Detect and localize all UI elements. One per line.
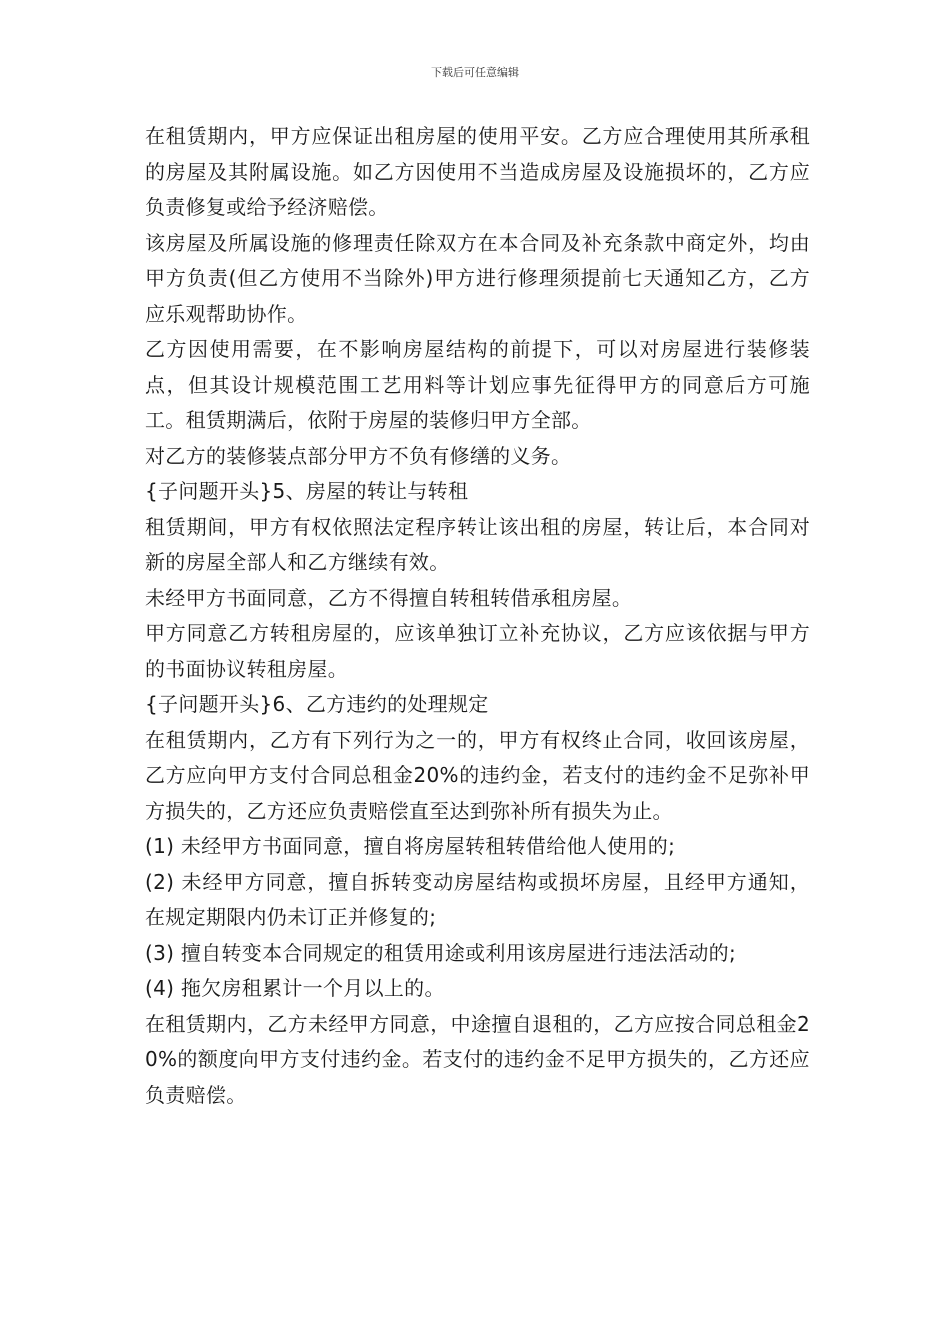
list-item: (2) 未经甲方同意，擅自拆转变动房屋结构或损坏房屋，且经甲方通知，在规定期限内仍未订正并修复的; [145, 869, 810, 929]
paragraph: 该房屋及所属设施的修理责任除双方在本合同及补充条款中商定外，均由甲方负责(但乙方使用不当除外)甲方进行修理须提前七天通知乙方，乙方应乐观帮助协作。 [145, 230, 810, 326]
paragraph: 未经甲方书面同意，乙方不得擅自转租转借承租房屋。 [145, 585, 633, 610]
section-heading: {子问题开头}5、房屋的转让与转租 [145, 479, 469, 503]
paragraph: 乙方因使用需要，在不影响房屋结构的前提下，可以对房屋进行装修装点，但其设计规模范围工艺用料等计划应事先征得甲方的同意后方可施工。租赁期满后，依附于房屋的装修归甲方全部。 [145, 337, 810, 432]
page-header: 下载后可任意编辑 [431, 66, 519, 79]
paragraph: 对乙方的装修装点部分甲方不负有修缮的义务。 [145, 443, 572, 468]
paragraph: 租赁期间，甲方有权依照法定程序转让该出租的房屋，转让后，本合同对新的房屋全部人和乙方继续有效。 [145, 514, 810, 574]
list-item: (3) 擅自转变本合同规定的租赁用途或利用该房屋进行违法活动的; [145, 940, 737, 965]
document-body [145, 119, 810, 1113]
section-heading: {子问题开头}6、乙方违约的处理规定 [145, 692, 489, 716]
list-item: (1) 未经甲方书面同意，擅自将房屋转租转借给他人使用的; [145, 834, 676, 858]
paragraph: 在租赁期内，乙方有下列行为之一的，甲方有权终止合同，收回该房屋，乙方应向甲方支付合同总租金20%的违约金，若支付的违约金不足弥补甲方损失的，乙方还应负责赔偿直至达到弥补所有损失为止。 [145, 727, 810, 823]
paragraph: 甲方同意乙方转租房屋的，应该单独订立补充协议，乙方应该依据与甲方的书面协议转租房屋。 [145, 621, 810, 681]
paragraph: 在租赁期内，乙方未经甲方同意，中途擅自退租的，乙方应按合同总租金20%的额度向甲方支付违约金。若支付的违约金不足甲方损失的，乙方还应负责赔偿。 [145, 1011, 810, 1107]
list-item: (4) 拖欠房租累计一个月以上的。 [145, 976, 445, 1000]
paragraph: 在租赁期内，甲方应保证出租房屋的使用平安。乙方应合理使用其所承租的房屋及其附属设施。如乙方因使用不当造成房屋及设施损坏的，乙方应负责修复或给予经济赔偿。 [145, 124, 810, 219]
